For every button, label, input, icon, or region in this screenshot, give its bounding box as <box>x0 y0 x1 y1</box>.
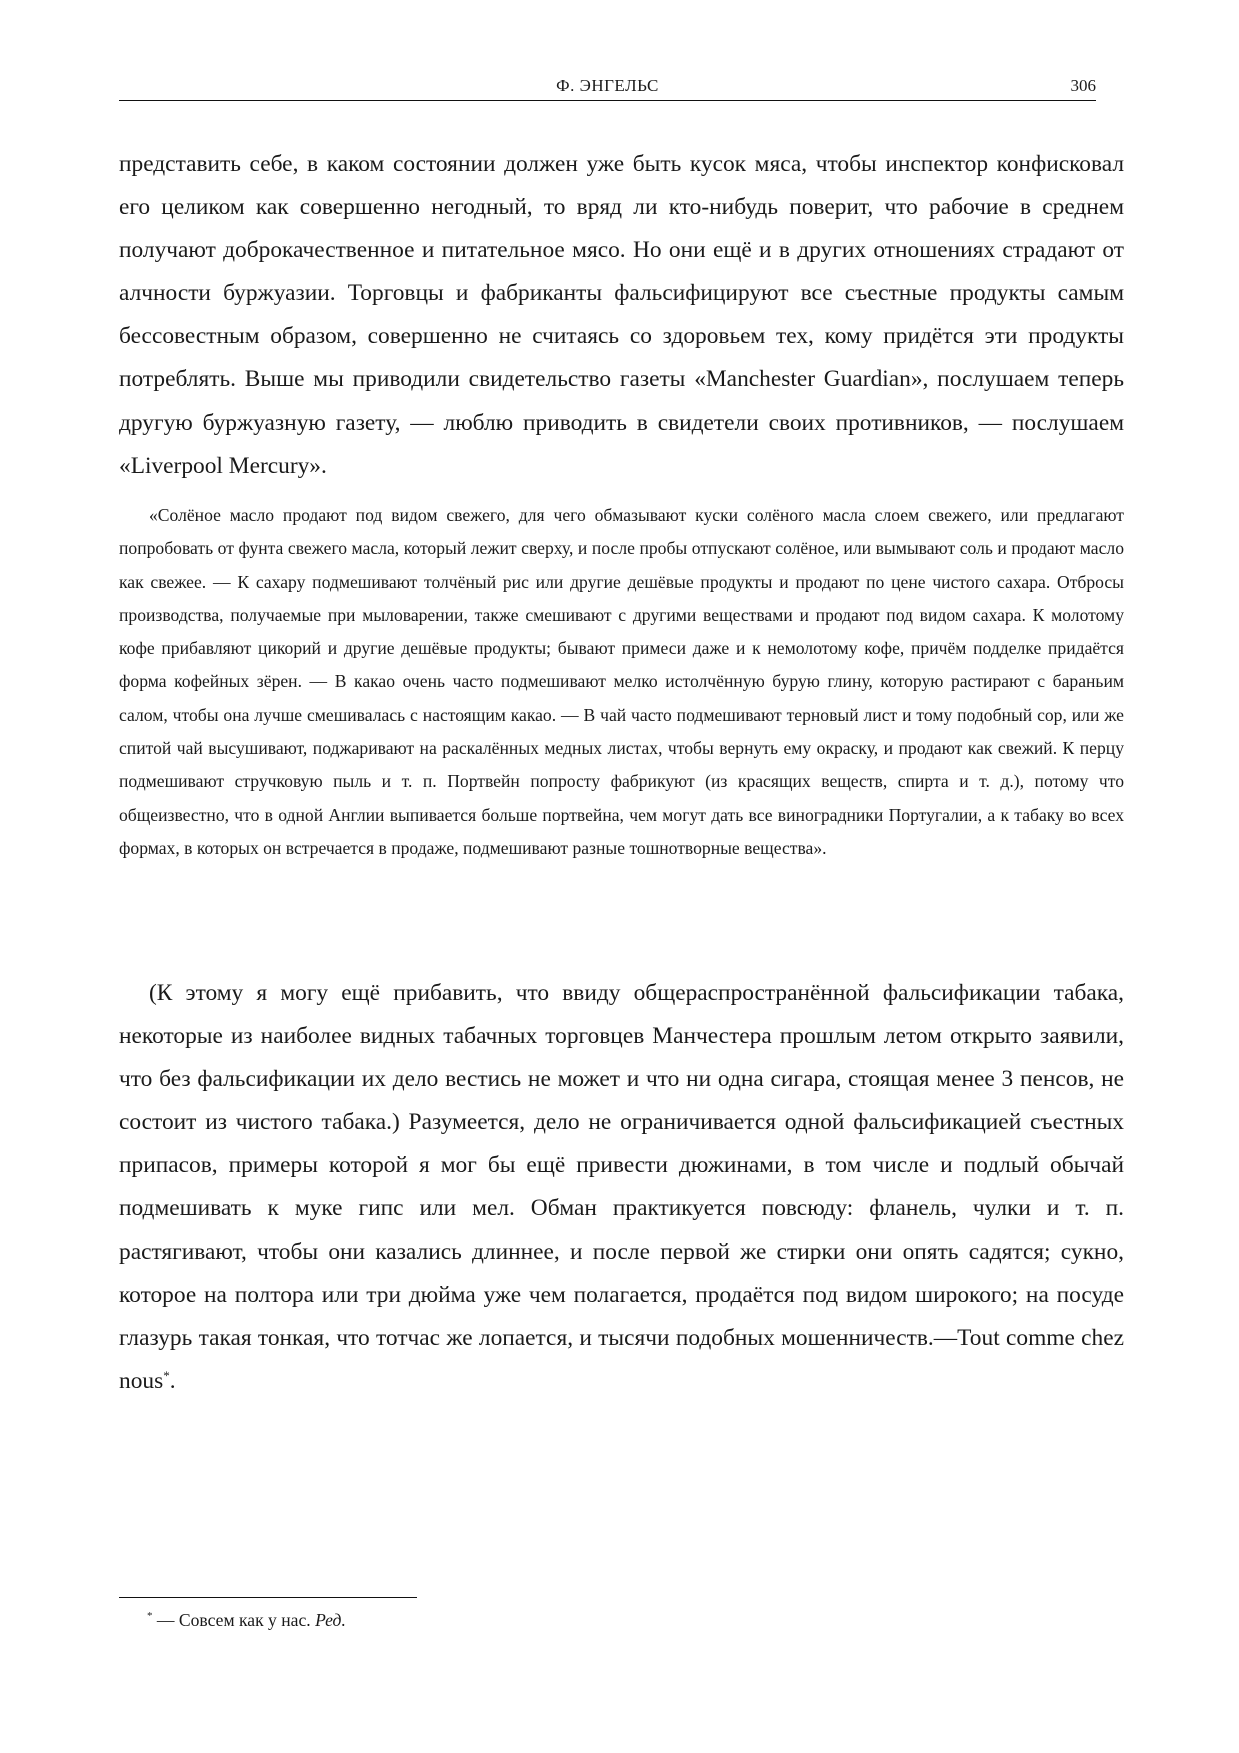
footnote-mark: * <box>147 1610 153 1622</box>
running-title: Ф. ЭНГЕЛЬС <box>556 76 659 95</box>
page-number: 306 <box>1070 76 1096 95</box>
quotation-block: «Солёное масло продают под видом свежего, для чего обмазывают куски солёного масла слоем свежего, или предлагают попробовать от фунта свежего масла, который лежит сверху, и после пробы отпускают солёное, или вымывают соль и продают масло как свежее. — К сахару подмешивают толчёный рис или другие дешёвые продукты и продают по цене чистого сахара. Отбросы производства, получаемые при мыловарении, также смешивают с другими веществами и продают под видом сахара. К молотому кофе прибавляют цикорий и другие дешёвые продукты; бывают примеси даже и к немолотому кофе, причём подделке придаётся форма кофейных зёрен. — В какао очень часто подмешивают мелко истолчённую бурую глину, которую растирают с бараньим салом, чтобы она лучше смешивалась с настоящим какао. — В чай часто подмешивают терновый лист и тому подобный сор, или же спитой чай высушивают, поджаривают на раскалённых медных листах, чтобы вернуть ему окраску, и продают как свежий. К перцу подмешивают стручковую пыль и т. п. Портвейн попросту фабрикуют (из красящих веществ, спирта и т. д.), потому что общеизвестно, что в одной Англии выпивается больше портвейна, чем могут дать все виноградники Португалии, а к табаку во всех формах, в которых он встречается в продаже, подмешивают разные тошнотворные вещества». <box>119 505 1124 858</box>
paragraph-3-text: (К этому я могу ещё прибавить, что ввиду общераспространённой фальсификации табака, некоторые из наиболее видных табачных торговцев Манчестера прошлым летом открыто заявили, что без фальсификации их дело вестись не может и что ни одна сигара, стоящая менее 3 пенсов, не состоит из чистого табака.) Разумеется, дело не ограничивается одной фальсификацией съестных припасов, примеры которой я мог бы ещё привести дюжинами, в том числе и подлый обычай подмешивать к муке гипс или мел. Обман практикуется повсюду: фланель, чулки и т. п. растягивают, чтобы они казались длиннее, и после первой же стирки они опять садятся; сукно, которое на полтора или три дюйма уже чем полагается, продаётся под видом широкого; на посуде глазурь такая тонкая, что тотчас же лопается, и тысячи подобных мошенничеств.—Tout comme chez nous*. <box>119 980 1124 1394</box>
paragraph-1-text: представить себе, в каком состоянии должен уже быть кусок мяса, чтобы инспектор конфисковал его целиком как совершенно негодный, то вряд ли кто-нибудь поверит, что рабочие в среднем получают доброкачественное и питательное мясо. Но они ещё и в других отношениях страдают от алчности буржуазии. Торговцы и фабриканты фальсифицируют все съестные продукты самым бессовестным образом, совершенно не считаясь со здоровьем тех, кому придётся эти продукты потреблять. Выше мы приводили свидетельство газеты «Manchester Guardian», послушаем теперь другую буржуазную газету, — люблю приводить в свидетели своих противников, — послушаем «Liverpool Mercury». <box>119 151 1124 479</box>
paragraph-3-body: (К этому я могу ещё прибавить, что ввиду общераспространённой фальсификации табака, некоторые из наиболее видных табачных торговцев Манчестера прошлым летом открыто заявили, что без фальсификации их дело вестись не может и что ни одна сигара, стоящая менее 3 пенсов, не состоит из чистого табака.) Разумеется, дело не ограничивается одной фальсификацией съестных припасов, примеры которой я мог бы ещё привести дюжинами, в том числе и подлый обычай подмешивать к муке гипс или мел. Обман практикуется повсюду: фланель, чулки и т. п. растягивают, чтобы они казались длиннее, и после первой же стирки они опять садятся; сукно, которое на полтора или три дюйма уже чем полагается, продаётся под видом широкого; на посуде глазурь такая тонкая, что тотчас же лопается, и тысячи подобных мошенничеств.—Tout comme chez nous <box>119 980 1124 1394</box>
footnote <box>147 1607 346 1633</box>
footnote-editor: Ред. <box>315 1610 346 1630</box>
running-header <box>119 74 1096 101</box>
paragraph-1 <box>119 143 1124 488</box>
footnote-marker: * <box>163 1367 170 1383</box>
footnote-text: — Совсем как у нас. <box>152 1610 316 1630</box>
footnote-separator <box>119 1597 417 1598</box>
paragraph-3 <box>119 972 1124 1403</box>
